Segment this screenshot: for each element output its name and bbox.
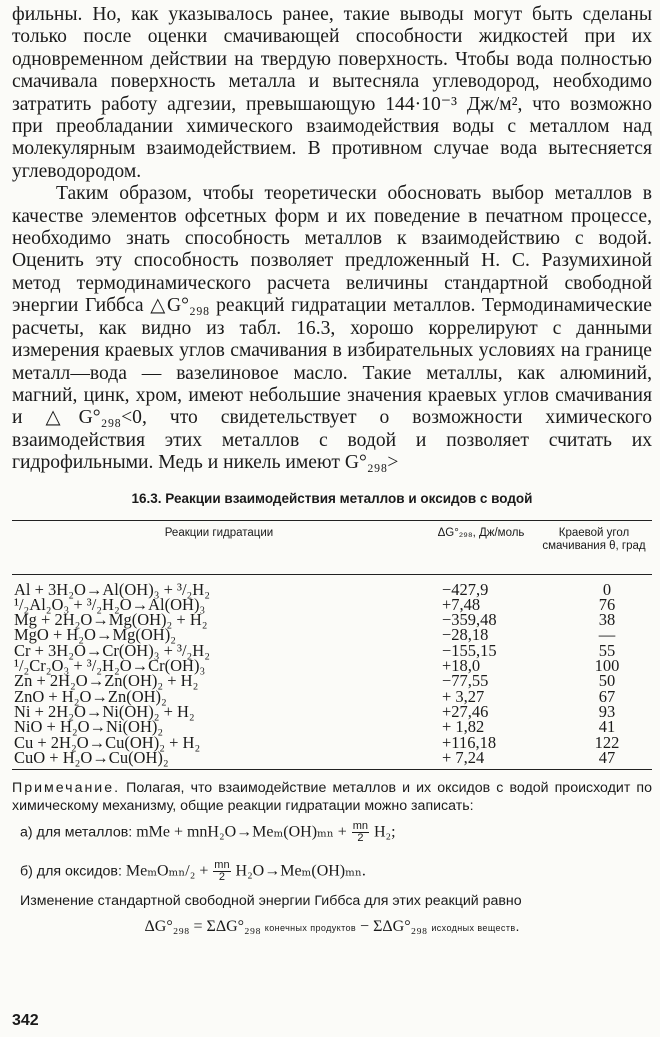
cell-angle: 47 — [536, 750, 652, 770]
cell-angle: 76 — [598, 594, 616, 614]
cell-gibbs: + 7,24 — [426, 750, 536, 770]
cell-angle: 0 — [602, 579, 612, 599]
hydration-table — [12, 520, 652, 771]
gibbs-formula — [12, 918, 652, 937]
metals-fraction — [352, 821, 369, 844]
gibbs-formula-left: ΔG°₂₉₈ = ΣΔG°₂₉₈ — [144, 918, 261, 936]
cell-angle: 41 — [598, 717, 616, 737]
note-text: Полагая, что взаимодействие металлов и их оксидов с водой происходит по химическому механизму, общие реакции гидратации можно записать: — [12, 780, 652, 814]
header-angle: Краевой угол смачивания θ, град — [536, 520, 652, 574]
gibbs-formula-mid: − ΣΔG°₂₉₈ — [360, 918, 428, 936]
cell-reaction: Ni + 2H₂O→Ni(OH)₂ + H₂ — [14, 701, 195, 721]
oxides-formula-left: MeₘOₘₙ/₂ + — [125, 862, 209, 880]
cell-reaction: Zn + 2H₂O→Zn(OH)₂ + H₂ — [14, 671, 199, 691]
cell-reaction: CuO + H₂O→Cu(OH)₂ — [12, 750, 426, 770]
cell-angle: 100 — [594, 656, 620, 676]
cell-angle: 50 — [598, 671, 616, 691]
metals-prefix: а) для металлов: — [20, 824, 133, 841]
header-gibbs: ΔG°₂₉₈, Дж/моль — [426, 520, 536, 574]
cell-angle: 93 — [598, 701, 616, 721]
cell-reaction: Cu + 2H₂O→Cu(OH)₂ + H₂ — [14, 732, 201, 752]
gibbs-sentence: Изменение стандартной свободной энергии Гиббса для этих реакций равно — [20, 893, 522, 910]
page — [12, 4, 652, 937]
paragraph-1: фильны. Но, как указывалось ранее, такие выводы могут быть сделаны только после оценки смачивающей способности жидкостей при их одновременном действии на твердую поверхность. Чтобы вода полностью смачивала поверхность металла и вытесняла углеводород, необходимо затратить работу адгезии, превышающую 144·10⁻³ Дж/м², что возможно при преобладании химического взаимодействия воды с металлом над молекулярным взаимодействием. В противном случае вода вытесняется углеводородом. — [12, 4, 652, 182]
cell-reaction: Cr + 3H₂O→Cr(OH)₃ + ³/₂H₂ — [14, 640, 210, 660]
cell-gibbs: +7,48 — [442, 594, 481, 614]
cell-angle: 122 — [594, 732, 620, 752]
cell-reaction: MgO + H₂O→Mg(OH)₂ — [14, 625, 176, 645]
oxides-frac-den: 2 — [218, 871, 225, 884]
cell-angle: 55 — [598, 640, 616, 660]
metals-formula-line — [12, 821, 652, 844]
oxides-formula-line — [12, 860, 652, 883]
metals-formula-left: mMe + mnH₂O→Meₘ(OH)ₘₙ + — [136, 823, 347, 841]
cell-angle: 38 — [598, 610, 616, 630]
gibbs-end: . — [515, 919, 520, 936]
cell-gibbs: −427,9 — [442, 579, 489, 599]
header-reaction: Реакции гидратации — [12, 520, 426, 574]
cell-reaction: Al + 3H₂O→Al(OH)₃ + ³/₂H₂ — [14, 579, 210, 599]
cell-gibbs: −155,15 — [442, 640, 497, 660]
gibbs-words-final-products: конечных продуктов — [264, 923, 357, 934]
cell-gibbs: +27,46 — [442, 701, 489, 721]
oxides-formula-right: H₂O→Meₘ(OH)ₘₙ. — [235, 862, 366, 880]
oxides-fraction — [213, 860, 230, 883]
cell-gibbs: + 1,82 — [442, 717, 485, 737]
paragraph-2: Таким образом, чтобы теоретически обосновать выбор металлов в качестве элементов офсетных форм и их поведение в печатном процессе, необходимо знать способность металлов к взаимодействию с водой. Оценить эту способность позволяет предложенный Н. С. Разумихиной метод термодинамического расчета величины стандартной свободной энергии Гиббса △G°₂₉₈ реакций гидратации металлов. Термодинамические расчеты, как видно из табл. 16.3, хорошо коррелируют с данными измерения краевых углов смачивания в избирательных условиях на границе металл—вода — вазелиновое масло. Такие металлы, как алюминий, магний, цинк, хром, имеют небольшие значения краевых углов смачивания и △G°₂₉₈<0, что свидетельствует о возможности химического взаимодействия этих металлов с водой и позволяет считать их гидрофильными. Медь и никель имеют G°₂₉₈> — [12, 183, 652, 474]
cell-gibbs: + 3,27 — [442, 686, 485, 706]
cell-angle: — — [598, 625, 616, 645]
cell-gibbs: +116,18 — [442, 732, 497, 752]
cell-reaction: ZnO + H₂O→Zn(OH)₂ — [14, 686, 167, 706]
cell-gibbs: −359,48 — [442, 610, 497, 630]
cell-gibbs: +18,0 — [442, 656, 481, 676]
note-label: Примечание. — [12, 780, 121, 797]
cell-reaction: ¹/₂Al₂O₃ + ³/₂H₂O→Al(OH)₃ — [14, 594, 206, 614]
metals-frac-den: 2 — [357, 832, 364, 845]
gibbs-words-initial-substances: исходных веществ — [431, 923, 516, 934]
table-row — [12, 750, 652, 770]
cell-gibbs: −77,55 — [442, 671, 489, 691]
oxides-prefix: б) для оксидов: — [20, 863, 122, 880]
cell-reaction: Mg + 2H₂O→Mg(OH)₂ + H₂ — [14, 610, 208, 630]
table-row — [12, 574, 652, 597]
oxides-frac-num: mn — [214, 859, 230, 872]
metals-formula-right: H₂; — [373, 823, 396, 841]
metals-frac-num: mn — [352, 820, 369, 833]
cell-reaction: ¹/₂Cr₂O₃ + ³/₂H₂O→Cr(OH)₃ — [14, 656, 206, 676]
cell-angle: 67 — [598, 686, 616, 706]
cell-reaction: NiO + H₂O→Ni(OH)₂ — [14, 717, 164, 737]
table-caption: 16.3. Реакции взаимодействия металлов и оксидов с водой — [131, 490, 533, 506]
table-note — [12, 780, 652, 815]
page-number: 342 — [12, 1012, 39, 1029]
cell-gibbs: −28,18 — [442, 625, 489, 645]
